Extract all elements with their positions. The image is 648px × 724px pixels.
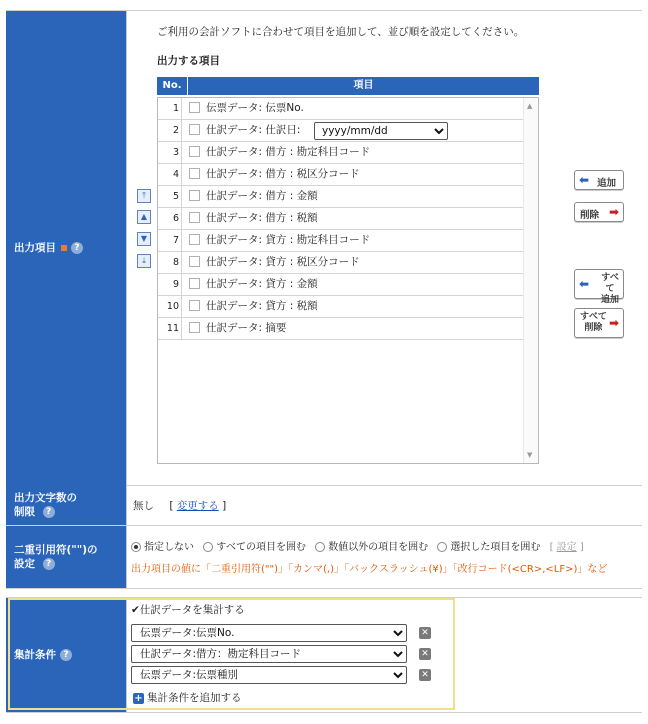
output-items-label: 出力項目 ?	[6, 11, 126, 485]
quote-setting-label: 二重引用符("")の 設定 ?	[6, 526, 126, 588]
quote-option-all[interactable]: すべての項目を囲む	[203, 542, 306, 553]
item-checkbox[interactable]	[189, 168, 200, 179]
remove-condition-icon[interactable]: ✕	[419, 669, 431, 681]
date-format-select[interactable]	[314, 122, 448, 140]
output-items-row	[6, 10, 642, 486]
list-item[interactable]: 10 仕訳データ: 貸方 : 税額	[158, 296, 524, 318]
remove-button[interactable]: 削除 ➡	[574, 202, 624, 222]
arrow-right-icon: ➡	[608, 205, 619, 219]
item-checkbox[interactable]	[189, 102, 200, 113]
arrow-right-icon: ➡	[608, 316, 619, 330]
radio-icon[interactable]	[315, 542, 325, 552]
column-header-no: No.	[157, 77, 188, 95]
item-checkbox[interactable]	[189, 124, 200, 135]
list-item[interactable]: 5 仕訳データ: 借方 : 金額	[158, 186, 524, 208]
radio-selected-icon[interactable]	[131, 542, 141, 552]
list-item[interactable]: 6 仕訳データ: 借方 : 税額	[158, 208, 524, 230]
quote-option-non-numeric[interactable]: 数値以外の項目を囲む	[315, 542, 428, 553]
item-checkbox[interactable]	[189, 212, 200, 223]
help-icon[interactable]: ?	[43, 506, 55, 518]
list-item[interactable]: 3 仕訳データ: 借方 : 勘定科目コード	[158, 142, 524, 164]
move-down-button[interactable]: ▼	[137, 232, 151, 246]
remove-all-button[interactable]: すべて 削除 ➡	[574, 308, 624, 338]
quote-option-selected[interactable]: 選択した項目を囲む	[437, 542, 540, 553]
list-item[interactable]: 2 仕訳データ: 仕訳日: yyyy/mm/dd	[158, 120, 524, 142]
help-icon[interactable]: ?	[71, 242, 83, 254]
quote-setting-row	[6, 526, 642, 589]
scroll-up-icon[interactable]: ▲	[527, 102, 533, 110]
char-limit-row: 出力文字数の 制限 ? 無し [ 変更する ]	[6, 485, 642, 526]
remove-condition-icon[interactable]: ✕	[419, 648, 431, 660]
list-item[interactable]: 8 仕訳データ: 貸方 : 税区分コード	[158, 252, 524, 274]
list-item[interactable]: 7 仕訳データ: 貸方 : 勘定科目コード	[158, 230, 524, 252]
change-link[interactable]: 変更する	[176, 500, 219, 512]
list-item[interactable]: 9 仕訳データ: 貸方 : 金額	[158, 274, 524, 296]
item-checkbox[interactable]	[189, 190, 200, 201]
column-header-item: 項目	[353, 80, 374, 91]
list-item[interactable]: 11 仕訳データ: 摘要	[158, 318, 524, 340]
move-bottom-button[interactable]: ⤓	[137, 254, 151, 268]
item-checkbox[interactable]	[189, 146, 200, 157]
quote-warning-text: 出力項目の値に「二重引用符("")」「カンマ(,)」「バックスラッシュ(¥)」「改行コード(<CR>,<LF>)」など	[131, 564, 608, 575]
checkmark-icon[interactable]: ✔	[131, 604, 140, 616]
item-checkbox[interactable]	[189, 278, 200, 289]
scroll-down-icon[interactable]: ▼	[527, 451, 533, 459]
help-icon[interactable]: ?	[60, 649, 72, 661]
arrow-left-icon: ⬅	[579, 277, 590, 291]
quote-option-none[interactable]: 指定しない	[131, 542, 194, 553]
list-item[interactable]: 1 伝票データ: 伝票No.	[158, 98, 524, 120]
required-marker-icon	[61, 245, 67, 251]
items-table-header	[157, 77, 539, 95]
output-items-panel	[126, 11, 642, 485]
output-items-intro: ご利用の会計ソフトに合わせて項目を追加して、並び順を設定してください。	[157, 26, 525, 38]
item-checkbox[interactable]	[189, 322, 200, 333]
radio-icon[interactable]	[437, 542, 447, 552]
item-checkbox[interactable]	[189, 300, 200, 311]
add-condition-link[interactable]: + 集計条件を追加する	[134, 692, 242, 704]
add-button[interactable]: ⬅ 追加	[574, 170, 624, 190]
arrow-left-icon: ⬅	[579, 173, 590, 187]
help-icon[interactable]: ?	[43, 558, 55, 570]
item-checkbox[interactable]	[189, 234, 200, 245]
remove-condition-icon[interactable]: ✕	[419, 627, 431, 639]
quote-options: 指定しない すべての項目を囲む 数値以外の項目を囲む 選択した項目を囲む [ 設定 ]	[131, 538, 584, 553]
add-all-button[interactable]: ⬅ すべて 追加	[574, 269, 624, 299]
item-checkbox[interactable]	[189, 256, 200, 267]
output-items-list[interactable]	[157, 97, 539, 464]
list-item[interactable]: 4 仕訳データ: 借方 : 税区分コード	[158, 164, 524, 186]
quote-setting-link[interactable]: 設定	[556, 542, 577, 553]
radio-icon[interactable]	[203, 542, 213, 552]
list-scrollbar[interactable]	[523, 98, 538, 463]
move-top-button[interactable]: ⤒	[137, 189, 151, 203]
plus-icon[interactable]: +	[134, 692, 143, 704]
aggregate-label: 集計条件 ?	[6, 598, 126, 712]
aggregate-highlight-frame	[8, 598, 455, 710]
aggregate-checkbox[interactable]: ✔仕訳データを集計する	[131, 604, 245, 616]
char-limit-value: 無し	[133, 500, 154, 512]
move-up-button[interactable]: ▲	[137, 210, 151, 224]
output-items-heading: 出力する項目	[157, 55, 220, 67]
char-limit-label: 出力文字数の 制限 ?	[6, 485, 126, 525]
